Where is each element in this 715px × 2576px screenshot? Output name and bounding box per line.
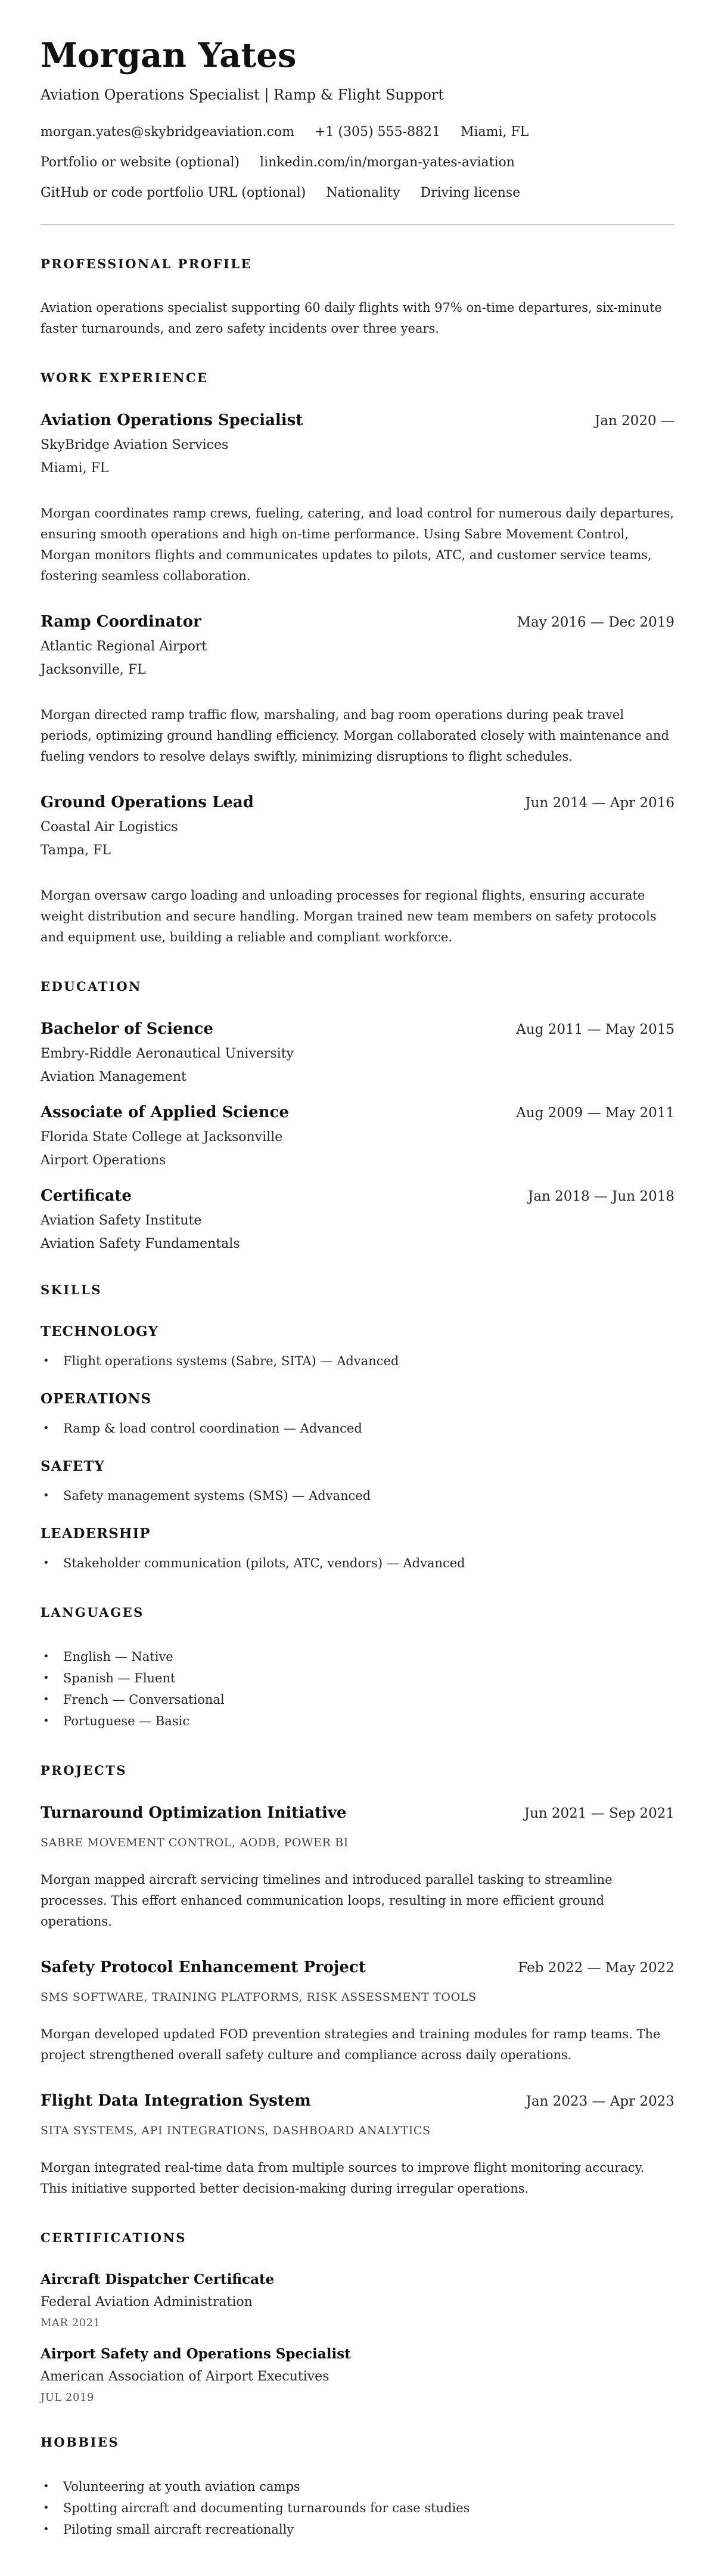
candidate-name: Morgan Yates — [41, 36, 297, 75]
section-heading-skills: SKILLS — [41, 1282, 102, 1297]
job-dates: Jun 2014 — Apr 2016 — [525, 795, 674, 811]
contact-nationality: Nationality — [326, 185, 400, 200]
project-tools: SMS SOFTWARE, TRAINING PLATFORMS, RISK ASSESSMENT TOOLS — [41, 1990, 477, 2004]
language-item-label: English — Native — [63, 1649, 173, 1664]
language-item — [41, 1667, 674, 1689]
skill-category-name: SAFETY — [41, 1458, 105, 1474]
project-description: Morgan developed updated FOD prevention strategies and training modules for ramp teams. The project strengthened overall safety culture and compliance across daily operations. — [41, 2026, 661, 2062]
project-entry-header — [41, 1804, 674, 1822]
education-field: Aviation Management — [41, 1069, 186, 1084]
project-tools: SITA SYSTEMS, API INTEGRATIONS, DASHBOARD ANALYTICS — [41, 2124, 431, 2137]
candidate-headline: Aviation Operations Specialist | Ramp & Flight Support — [41, 86, 444, 103]
hobby-item — [41, 2497, 674, 2519]
bullet-icon: • — [43, 1671, 49, 1684]
section-work-experience — [41, 370, 674, 948]
bullet-icon: • — [43, 1556, 49, 1569]
language-item — [41, 1646, 674, 1667]
skill-item — [41, 1418, 674, 1439]
header-divider — [41, 224, 674, 225]
job-company: Coastal Air Logistics — [41, 819, 178, 835]
language-item — [41, 1710, 674, 1732]
section-heading-languages: LANGUAGES — [41, 1604, 144, 1620]
bullet-icon: • — [43, 1421, 49, 1434]
section-education — [41, 979, 674, 1251]
hobby-item — [41, 2476, 674, 2497]
language-item-label: Spanish — Fluent — [63, 1670, 176, 1685]
project-dates: Jun 2021 — Sep 2021 — [524, 1805, 674, 1821]
bullet-icon: • — [43, 1354, 49, 1367]
section-heading-education: EDUCATION — [41, 978, 142, 994]
hobby-item — [41, 2519, 674, 2540]
job-entry-header — [41, 411, 674, 429]
skill-category-name: TECHNOLOGY — [41, 1323, 159, 1340]
education-school: Embry-Riddle Aeronautical University — [41, 1046, 294, 1061]
job-dates: Jan 2020 — — [595, 413, 674, 429]
skill-item-label: Safety management systems (SMS) — Advanced — [63, 1488, 371, 1503]
contact-linkedin: linkedin.com/in/morgan-yates-aviation — [260, 154, 515, 170]
hobby-item-label: Volunteering at youth aviation camps — [63, 2479, 300, 2494]
education-dates: Aug 2011 — May 2015 — [516, 1021, 674, 1037]
job-location: Miami, FL — [41, 460, 109, 476]
language-item — [41, 1689, 674, 1710]
certification-title: Airport Safety and Operations Specialist — [41, 2345, 351, 2362]
certification-issuer: American Association of Airport Executives — [41, 2369, 329, 2384]
skill-item — [41, 1485, 674, 1506]
bullet-icon: • — [43, 1650, 49, 1663]
bullet-icon: • — [43, 2522, 49, 2535]
job-title: Aviation Operations Specialist — [41, 411, 303, 429]
contact-github: GitHub or code portfolio URL (optional) — [41, 185, 306, 200]
certification-issuer: Federal Aviation Administration — [41, 2294, 253, 2310]
education-entry-header — [41, 1020, 674, 1038]
contact-phone: +1 (305) 555-8821 — [314, 124, 440, 140]
skill-category — [41, 1391, 674, 1439]
section-certifications — [41, 2230, 674, 2404]
skill-category — [41, 1458, 674, 1506]
certification-date: JUL 2019 — [41, 2391, 94, 2404]
job-company: Atlantic Regional Airport — [41, 638, 207, 654]
education-entry — [41, 1103, 674, 1168]
education-school: Florida State College at Jacksonville — [41, 1129, 283, 1145]
education-dates: Jan 2018 — Jun 2018 — [528, 1188, 674, 1204]
education-field: Aviation Safety Fundamentals — [41, 1236, 240, 1251]
education-entry-header — [41, 1187, 674, 1205]
job-entry — [41, 613, 674, 767]
project-entry — [41, 1958, 674, 2066]
project-title: Turnaround Optimization Initiative — [41, 1803, 347, 1822]
certification-entry — [41, 2346, 674, 2404]
section-heading-hobbies: HOBBIES — [41, 2434, 120, 2450]
project-title: Safety Protocol Enhancement Project — [41, 1958, 366, 1976]
job-entry — [41, 793, 674, 948]
skill-item-label: Ramp & load control coordination — Advanced — [63, 1421, 362, 1436]
job-company: SkyBridge Aviation Services — [41, 437, 229, 452]
certification-title: Aircraft Dispatcher Certificate — [41, 2271, 275, 2287]
hobby-list — [41, 2476, 674, 2540]
skill-list — [41, 1552, 674, 1574]
education-entry — [41, 1187, 674, 1251]
job-entry-header — [41, 793, 674, 811]
project-description: Morgan mapped aircraft servicing timelines and introduced parallel tasking to streamline processes. This effort enhanced communication loops, resulting in more efficient ground operations. — [41, 1872, 613, 1929]
education-entry-header — [41, 1103, 674, 1121]
job-title: Ramp Coordinator — [41, 612, 201, 631]
language-item-label: Portuguese — Basic — [63, 1713, 190, 1728]
skill-category-name: LEADERSHIP — [41, 1525, 151, 1542]
project-entry — [41, 2092, 674, 2199]
contact-row-1 — [41, 125, 674, 140]
bullet-icon: • — [43, 1692, 49, 1706]
skill-item — [41, 1552, 674, 1574]
job-description: Morgan oversaw cargo loading and unloading processes for regional flights, ensuring accurate weight distribution and secure handling. Morgan trained new team members on safety protocols and equipment use, building a reliable and compliant workforce. — [41, 888, 657, 944]
section-projects — [41, 1763, 674, 2199]
job-dates: May 2016 — Dec 2019 — [517, 614, 674, 630]
bullet-icon: • — [43, 2501, 49, 2514]
hobby-item-label: Piloting small aircraft recreationally — [63, 2522, 294, 2537]
hobby-item-label: Spotting aircraft and documenting turnarounds for case studies — [63, 2500, 470, 2515]
skill-list — [41, 1350, 674, 1372]
job-title: Ground Operations Lead — [41, 793, 254, 811]
certification-date: MAR 2021 — [41, 2316, 101, 2329]
section-hobbies — [41, 2435, 674, 2540]
education-field: Airport Operations — [41, 1152, 166, 1168]
job-description: Morgan coordinates ramp crews, fueling, catering, and load control for numerous daily departures, ensuring smooth operations and high on-time performance. Using Sabre Movement Control, Morgan monitors flights and communicates updates to pilots, ATC, and customer service teams, fostering seamless collaboration. — [41, 506, 674, 583]
bullet-icon: • — [43, 2479, 49, 2493]
skill-list — [41, 1485, 674, 1506]
skill-category — [41, 1526, 674, 1574]
contact-email: morgan.yates@skybridgeaviation.com — [41, 124, 294, 140]
job-description: Morgan directed ramp traffic flow, marshaling, and bag room operations during peak travel periods, optimizing ground handling efficiency. Morgan collaborated closely with maintenance and fueling vendors to resolve delays swiftly, minimizing disruptions to flight schedules. — [41, 707, 669, 764]
education-school: Aviation Safety Institute — [41, 1213, 202, 1228]
education-degree: Associate of Applied Science — [41, 1103, 289, 1121]
language-item-label: French — Conversational — [63, 1692, 225, 1707]
contact-portfolio: Portfolio or website (optional) — [41, 154, 240, 170]
project-description: Morgan integrated real-time data from multiple sources to improve flight monitoring accuracy. This initiative supported better decision-making during irregular operations. — [41, 2160, 645, 2196]
education-dates: Aug 2009 — May 2011 — [516, 1105, 674, 1121]
job-entry-header — [41, 613, 674, 631]
skill-item-label: Stakeholder communication (pilots, ATC, vendors) — Advanced — [63, 1555, 465, 1570]
project-dates: Feb 2022 — May 2022 — [518, 1960, 674, 1976]
section-skills — [41, 1282, 674, 1574]
resume-header — [41, 37, 674, 225]
profile-summary: Aviation operations specialist supporting 60 daily flights with 97% on-time departures, six-minute faster turnarounds, and zero safety incidents over three years. — [41, 300, 662, 336]
certification-entry — [41, 2271, 674, 2329]
project-entry — [41, 1804, 674, 1932]
project-entry-header — [41, 1958, 674, 1976]
section-heading-projects: PROJECTS — [41, 1762, 127, 1778]
contact-driving-license: Driving license — [420, 185, 521, 200]
section-professional-profile — [41, 256, 674, 339]
language-list — [41, 1646, 674, 1732]
contact-location: Miami, FL — [460, 124, 529, 140]
section-heading-professional-profile: PROFESSIONAL PROFILE — [41, 256, 253, 271]
contact-row-3 — [41, 185, 674, 200]
project-title: Flight Data Integration System — [41, 2091, 311, 2110]
education-entry — [41, 1020, 674, 1084]
bullet-icon: • — [43, 1489, 49, 1502]
education-degree: Bachelor of Science — [41, 1019, 213, 1038]
job-location: Jacksonville, FL — [41, 662, 146, 677]
skill-item — [41, 1350, 674, 1372]
section-languages — [41, 1605, 674, 1732]
job-location: Tampa, FL — [41, 842, 111, 858]
skill-category-name: OPERATIONS — [41, 1390, 152, 1407]
skill-category — [41, 1323, 674, 1372]
project-entry-header — [41, 2092, 674, 2110]
project-tools: SABRE MOVEMENT CONTROL, AODB, POWER BI — [41, 1836, 349, 1849]
contact-row-2 — [41, 155, 674, 170]
section-heading-work-experience: WORK EXPERIENCE — [41, 370, 209, 385]
skill-list — [41, 1418, 674, 1439]
education-degree: Certificate — [41, 1186, 132, 1205]
project-dates: Jan 2023 — Apr 2023 — [526, 2093, 674, 2109]
skill-item-label: Flight operations systems (Sabre, SITA) — Advanced — [63, 1353, 399, 1368]
section-heading-certifications: CERTIFICATIONS — [41, 2230, 186, 2245]
job-entry — [41, 411, 674, 587]
bullet-icon: • — [43, 1714, 49, 1727]
